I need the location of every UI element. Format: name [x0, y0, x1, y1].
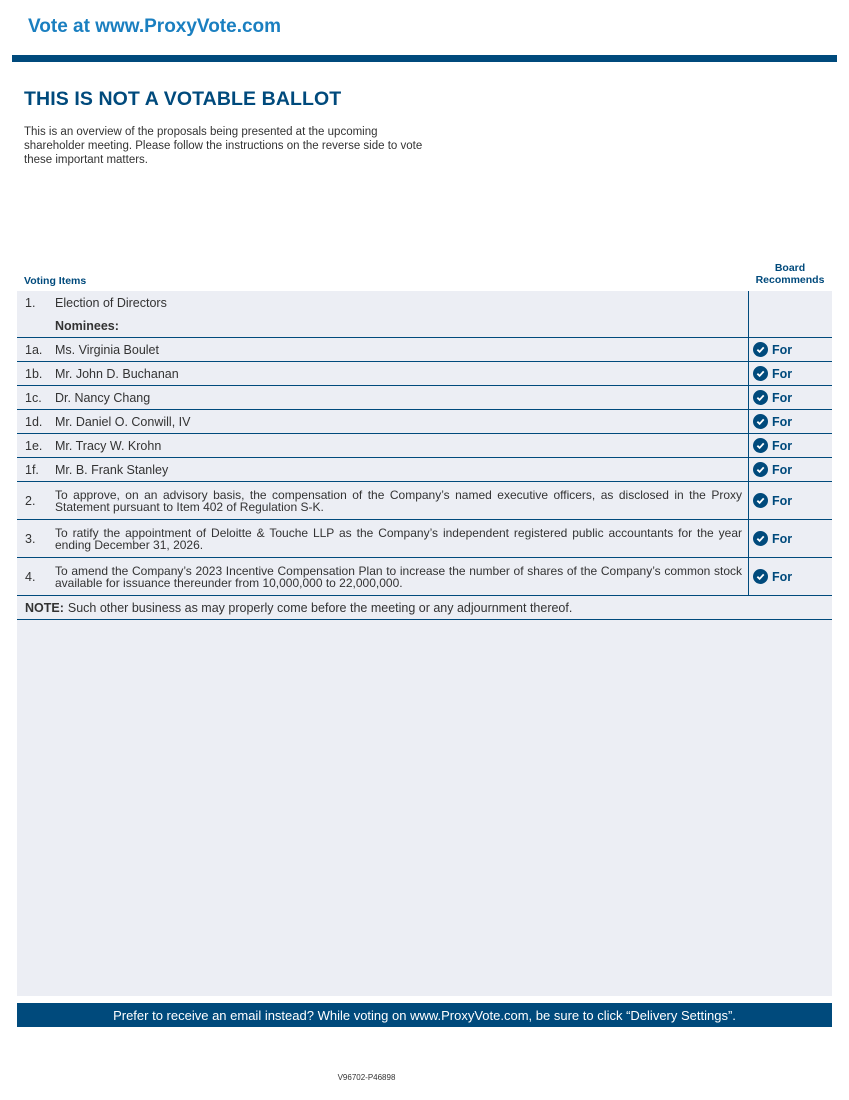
item-text: Ms. Virginia Boulet [55, 342, 159, 357]
recommendation-cell [749, 458, 832, 481]
item-number: 1f. [25, 462, 39, 477]
item-number: 3. [25, 531, 36, 546]
proxyvote-link[interactable]: Vote at www.ProxyVote.com [28, 16, 282, 37]
recommendation-label: For [772, 493, 793, 508]
item-number: 1a. [25, 342, 43, 357]
voting-items-header: Voting Items [24, 275, 87, 287]
page-title: THIS IS NOT A VOTABLE BALLOT [24, 88, 342, 110]
item-number: 1e. [25, 438, 43, 453]
item-text: Mr. B. Frank Stanley [55, 462, 169, 477]
table-row [17, 338, 832, 362]
table-row [17, 520, 832, 558]
item-text: Mr. Daniel O. Conwill, IV [55, 414, 191, 429]
check-circle-icon [753, 342, 768, 357]
table-row [17, 482, 832, 520]
recommendation-cell [749, 558, 832, 595]
table-row [17, 558, 832, 596]
item-number: 1b. [25, 366, 43, 381]
recommendation-label: For [772, 390, 793, 405]
item-text: To ratify the appointment of Deloitte & Touche LLP as the Company’s independent registered public accountants for the year ending December 31, 2026. [55, 525, 742, 552]
table-row [17, 434, 832, 458]
item-number: 1c. [25, 390, 42, 405]
note-row [17, 596, 832, 620]
note-label: NOTE: [25, 600, 64, 615]
item-number: 1. [25, 295, 36, 310]
document-code: V96702-P46898 [337, 1073, 396, 1082]
recommendation-cell [749, 434, 832, 457]
item-text: Election of Directors [55, 295, 167, 310]
recommendation-cell [749, 520, 832, 557]
recommendation-cell [749, 482, 832, 519]
check-circle-icon [753, 569, 768, 584]
item-number: 2. [25, 493, 36, 508]
recommendation-cell [749, 386, 832, 409]
note-text: Such other business as may properly come before the meeting or any adjournment thereof. [67, 600, 573, 615]
table-row [17, 362, 832, 386]
table-row [17, 291, 832, 314]
voting-items-table [17, 291, 832, 620]
board-recommends-line2: Recommends [755, 274, 825, 286]
check-circle-icon [753, 531, 768, 546]
table-row [17, 386, 832, 410]
check-circle-icon [753, 390, 768, 405]
item-text: To approve, on an advisory basis, the compensation of the Company’s named executive officers, as disclosed in the Proxy Statement pursuant to Item 402 of Regulation S-K. [55, 487, 742, 514]
recommendation-label: For [772, 462, 793, 477]
board-recommends-line1: Board [774, 262, 806, 274]
item-number: 4. [25, 569, 36, 584]
recommendation-label: For [772, 414, 793, 429]
intro-text: This is an overview of the proposals being presented at the upcoming shareholder meeting. Please follow the instructions on the reverse side to vote these important matters. [24, 126, 423, 166]
check-circle-icon [753, 438, 768, 453]
check-circle-icon [753, 462, 768, 477]
recommendation-cell [749, 410, 832, 433]
nominees-label: Nominees: [55, 318, 119, 333]
check-circle-icon [753, 493, 768, 508]
board-recommends-header [748, 262, 832, 286]
header-divider [12, 55, 837, 62]
item-number: 1d. [25, 414, 43, 429]
recommendation-label: For [772, 569, 793, 584]
recommendation-cell [749, 314, 832, 337]
item-text: Mr. John D. Buchanan [55, 366, 179, 381]
table-row [17, 314, 832, 338]
item-text: Dr. Nancy Chang [55, 390, 151, 405]
check-circle-icon [753, 414, 768, 429]
recommendation-label: For [772, 438, 793, 453]
recommendation-label: For [772, 531, 793, 546]
recommendation-cell [749, 338, 832, 361]
recommendation-label: For [772, 366, 793, 381]
table-row [17, 410, 832, 434]
item-text: Mr. Tracy W. Krohn [55, 438, 162, 453]
item-text: To amend the Company’s 2023 Incentive Compensation Plan to increase the number of shares of the Company’s common stock available for issuance thereunder from 10,000,000 to 22,000,000. [55, 563, 742, 590]
email-delivery-banner [17, 1003, 832, 1027]
recommendation-label: For [772, 342, 793, 357]
recommendation-cell [749, 362, 832, 385]
table-row [17, 458, 832, 482]
banner-text: Prefer to receive an email instead? While voting on www.ProxyVote.com, be sure to click “Delivery Settings”. [113, 1007, 736, 1023]
check-circle-icon [753, 366, 768, 381]
recommendation-cell [749, 291, 832, 314]
